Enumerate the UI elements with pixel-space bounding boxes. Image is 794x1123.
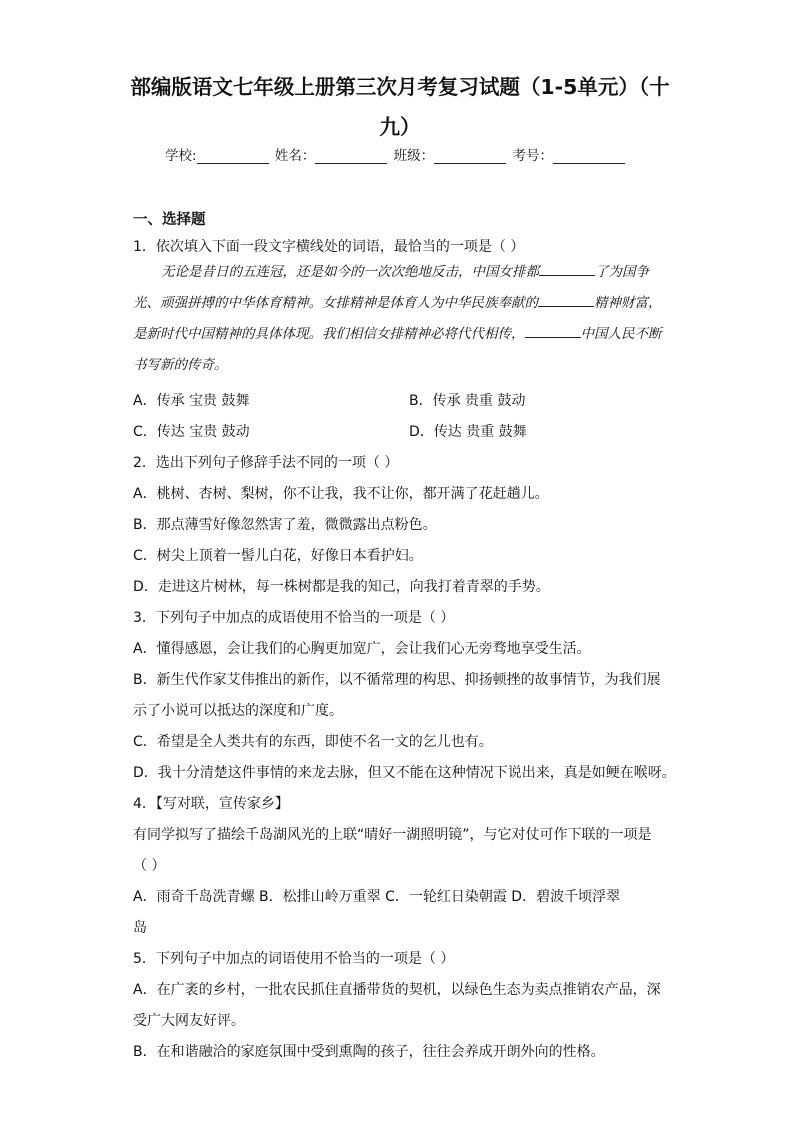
question-2-stem: 2．选出下列句子修辞手法不同的一项（ ）	[133, 455, 399, 471]
q1-option-a: A．传承 宝贵 鼓舞	[133, 393, 250, 409]
number-label: 考号：	[512, 148, 553, 164]
q3-option-d: D．我十分清楚这件事情的来龙去脉，但又不能在这种情况下说出来，真是如鲠在喉呀。	[133, 765, 676, 781]
q5-option-a: A．在广袤的乡村，一批农民抓住直播带货的契机，以绿色生态为卖点推销农产品，深	[133, 982, 661, 998]
fill-blank-3	[525, 323, 581, 338]
q2-option-a: A．桃树、杏树、梨树，你不让我，我不让你，都开满了花赶趟儿。	[133, 486, 549, 502]
fill-blank-2	[538, 292, 594, 307]
question-1-stem: 1．依次填入下面一段文字横线处的词语，最恰当的一项是（ ）	[133, 239, 525, 255]
question-4-stem: 4．【写对联，宣传家乡】	[133, 796, 289, 812]
passage-part-2: 了为国争光、顽强拼搏的中华体育精神。女排精神是体育人为中华民族奉献的	[133, 264, 649, 311]
q5-option-b: B．在和谐融洽的家庭氛围中受到熏陶的孩子，往往会养成开朗外向的性格。	[133, 1044, 605, 1060]
passage-part-3: 精神财富，是新时代中国精神的具体体现。我们相信女排精神必将代代相传，	[133, 295, 662, 342]
question-3-stem: 3．下列句子中加点的成语使用不恰当的一项是（ ）	[133, 610, 455, 626]
q1-option-c: C．传达 宝贵 鼓动	[133, 424, 250, 440]
q2-option-c: C．树尖上顶着一髻儿白花，好像日本看护妇。	[133, 548, 423, 564]
class-label: 班级：	[393, 148, 435, 164]
fill-blank-1	[539, 261, 595, 276]
name-blank	[315, 149, 387, 164]
question-1-passage	[133, 257, 665, 381]
class-blank	[434, 149, 506, 164]
student-info-row	[165, 144, 627, 164]
q4-options-wrap: 岛	[133, 920, 147, 936]
q2-option-d: D．走进这片树林，每一株树都是我的知己，向我打着青翠的手势。	[133, 579, 550, 595]
q2-option-b: B．那点薄雪好像忽然害了羞，微微露出点粉色。	[133, 517, 437, 533]
page-title: 部编版语文七年级上册第三次月考复习试题（1-5单元）（十	[130, 75, 670, 99]
q1-option-d: D．传达 贵重 鼓舞	[409, 424, 527, 440]
passage-part-1: 无论是昔日的五连冠，还是如今的一次次绝地反击，中国女排都	[161, 264, 539, 280]
question-4-description: 有同学拟写了描绘千岛湖风光的上联“晴好一湖照明镜”，与它对仗可作下联的一项是	[133, 827, 652, 843]
passage-part-4: 中国人民不断书写新的传奇。	[133, 326, 662, 373]
name-label: 姓名：	[274, 148, 316, 164]
q3-option-a: A．懂得感恩，会让我们的心胸更加宽广，会让我们心无旁骛地享受生活。	[133, 641, 591, 657]
q3-option-b-continued: 示了小说可以抵达的深度和广度。	[133, 703, 343, 719]
number-blank	[553, 149, 625, 164]
school-blank	[197, 149, 269, 164]
section-heading: 一、选择题	[133, 212, 206, 228]
q5-option-a-continued: 受广大网友好评。	[133, 1013, 245, 1029]
q1-option-b: B．传承 贵重 鼓动	[409, 393, 526, 409]
question-4-answer-paren: （ ）	[133, 858, 166, 874]
school-label: 学校:	[165, 148, 197, 164]
question-5-stem: 5．下列句子中加点的词语使用不恰当的一项是（ ）	[133, 951, 455, 967]
page-title-continued: 九）	[379, 115, 421, 139]
q3-option-c: C．希望是全人类共有的东西，即使不名一文的乞儿也有。	[133, 734, 493, 750]
q3-option-b: B．新生代作家艾伟推出的新作，以不循常理的构思、抑扬顿挫的故事情节，为我们展	[133, 672, 661, 688]
q4-options: A．雨奇千岛洗青螺 B．松排山岭万重翠 C．一轮红日染朝霞 D．碧波千顷浮翠	[133, 889, 621, 905]
